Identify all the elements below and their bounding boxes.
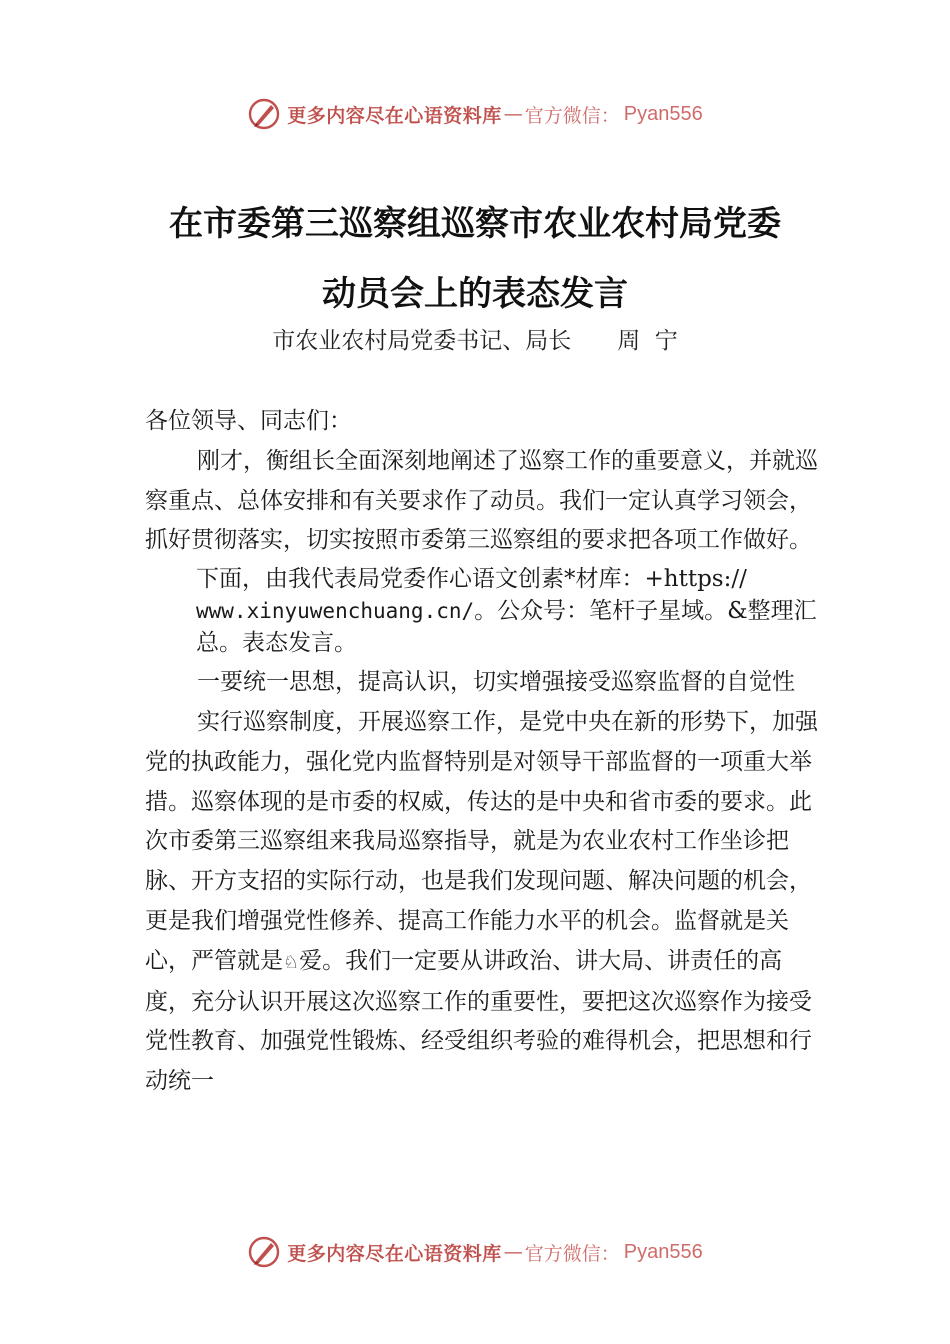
p2-text-1: 下面，由我代表局党委作心语文创素*材库：+https:// — [196, 566, 747, 593]
banner-wechat-id: Pyan556 — [623, 102, 703, 125]
pen-logo-icon — [247, 97, 281, 131]
body-paragraph-1: 刚才，衡组长全面深刻地阐述了巡察工作的重要意义，并就巡察重点、总体安排和有关要求作了动员。我们一定认真学习领会，抓好贯彻落实，切实按照市委第三巡察组的要求把各项工作做好。 — [145, 447, 818, 554]
body-paragraph-2 — [196, 563, 825, 659]
greeting-paragraph: 各位领导、同志们： — [145, 408, 352, 434]
pen-logo-icon — [247, 1235, 281, 1269]
p2-text-3: 。公众号：笔杆子星域。&整理汇总。表态发言。 — [196, 598, 817, 657]
document-body — [145, 402, 825, 1102]
p4-text-1: 实行巡察制度，开展巡察工作，是党中央在新的形势下，加强党的执政能力，强化党内监督特别是对领导干部监督的一项重大举措。巡察体现的是市委的权威，传达的是中央和省市委的要求。此次市委第三巡察组来我局巡察指导，就是为农业农村工作坐诊把脉、开方支招的实际行动，也是我们发现问题、解决问题的机会，更是我们增强党性修养、提高工作能力水平的机会。监督就是关心，严管就是 — [145, 708, 818, 974]
p2-url: www.xinyuwenchuang.cn/ — [196, 599, 475, 624]
footer-watermark-banner — [0, 1232, 950, 1272]
knight-glyph-icon: ♘ — [283, 951, 300, 973]
banner-separator: — — [503, 103, 523, 125]
banner-wechat-id: Pyan556 — [623, 1240, 703, 1263]
author-name: 周 宁 — [617, 328, 678, 354]
section-heading-1: 一要统一思想，提高认识，切实增强接受巡察监督的自觉性 — [197, 669, 795, 696]
banner-brand-text: 更多内容尽在心语资料库 — [287, 104, 502, 127]
banner-separator: — — [503, 1241, 523, 1263]
body-paragraph-4 — [145, 703, 825, 1102]
author-position: 市农业农村局党委书记、局长 — [272, 328, 572, 354]
document-title-line-2: 动员会上的表态发言 — [322, 274, 628, 314]
banner-brand-text: 更多内容尽在心语资料库 — [287, 1242, 502, 1265]
p4-text-2: 爱。我们一定要从讲政治、讲大局、讲责任的高度，充分认识开展这次巡察工作的重要性，要把这次巡察作为接受党性教育、加强党性锻炼、经受组织考验的难得机会，把思想和行动统一 — [145, 947, 812, 1095]
author-byline — [0, 322, 950, 355]
document-title-line-1: 在市委第三巡察组巡察市农业农村局党委 — [169, 204, 781, 244]
banner-wechat-label: 官方微信： — [524, 1242, 620, 1265]
banner-wechat-label: 官方微信： — [524, 104, 620, 127]
header-watermark-banner — [0, 94, 950, 134]
